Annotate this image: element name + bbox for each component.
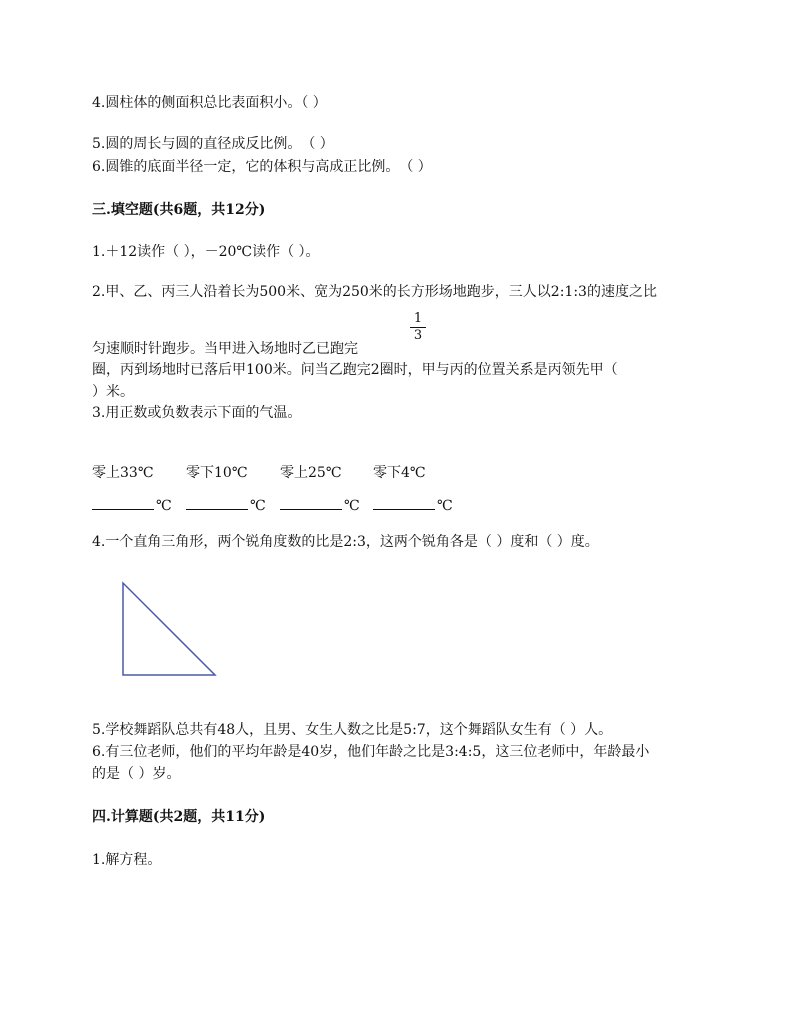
- temperature-label-4: 零下4℃: [373, 465, 426, 481]
- fill-question-6-line-2: 的是（ ）岁。: [92, 766, 181, 782]
- section-3-heading: 三.填空题(共6题，共12分): [92, 202, 266, 218]
- fill-question-2-line-1: 2.甲、乙、丙三人沿着长为500米、宽为250米的长方形场地跑步，三人以2:1:3的速度之比: [92, 284, 657, 300]
- celsius-unit: ℃: [437, 498, 453, 514]
- temperature-label-3: 零上25℃: [280, 465, 342, 481]
- temperature-label-1: 零上33℃: [92, 465, 154, 481]
- celsius-unit: ℃: [344, 498, 360, 514]
- calc-question-1: 1.解方程。: [92, 852, 162, 868]
- fill-question-4: 4.一个直角三角形，两个锐角度数的比是2:3，这两个锐角各是（ ）度和（ ）度。: [92, 534, 599, 550]
- fill-question-2-line-3: 圈，丙到场地时已落后甲100米。问当乙跑完2圈时，甲与丙的位置关系是丙领先甲（: [92, 362, 618, 378]
- section-4-heading: 四.计算题(共2题，共11分): [92, 809, 266, 825]
- judge-question-4: 4.圆柱体的侧面积总比表面积小。（ ）: [92, 95, 327, 111]
- temperature-label-2: 零下10℃: [186, 465, 248, 481]
- celsius-unit: ℃: [250, 498, 266, 514]
- fraction-numerator: 1: [413, 311, 423, 326]
- fraction-denominator: 3: [413, 328, 423, 343]
- judge-question-6: 6.圆锥的底面半径一定，它的体积与高成正比例。 （ ）: [92, 159, 432, 175]
- judge-question-5: 5.圆的周长与圆的直径成反比例。 （ ）: [92, 136, 334, 152]
- fill-question-1: 1.＋12读作（ ），－20℃读作（ ）。: [92, 244, 320, 260]
- celsius-unit: ℃: [156, 498, 172, 514]
- fill-question-2-line-2: 匀速顺时针跑步。当甲进入场地时乙已跑完: [92, 341, 358, 357]
- fill-question-2-line-4: ）米。: [92, 384, 134, 400]
- fill-question-6-line-1: 6.有三位老师，他们的平均年龄是40岁，他们年龄之比是3:4:5，这三位老师中，年龄最小: [92, 744, 650, 760]
- fill-question-5: 5.学校舞蹈队总共有48人，且男、女生人数之比是5:7，这个舞蹈队女生有（ ）人。: [92, 722, 613, 738]
- right-triangle-shape: [123, 583, 215, 675]
- fill-question-3: 3.用正数或负数表示下面的气温。: [92, 405, 302, 421]
